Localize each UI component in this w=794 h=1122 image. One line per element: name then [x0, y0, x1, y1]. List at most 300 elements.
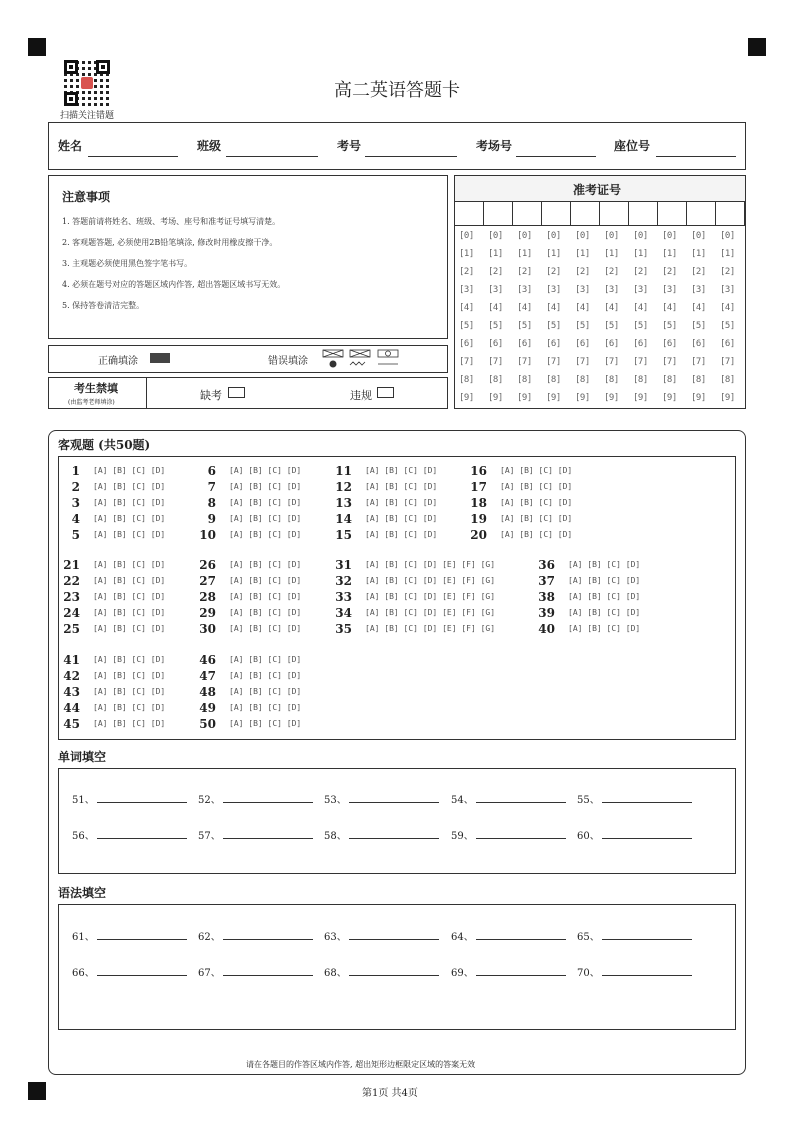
name-field[interactable]	[88, 156, 178, 157]
fill-blank-item[interactable]	[72, 827, 187, 842]
answer-options[interactable]: [A] [B] [C] [D]	[229, 703, 302, 712]
answer-options[interactable]: [A] [B] [C] [D]	[93, 671, 166, 680]
admission-digit-bubble[interactable]: [4]	[604, 303, 619, 313]
question-number: 8	[207, 496, 216, 510]
fill-blank-number: 63、	[324, 932, 347, 943]
answer-options[interactable]: [A] [B] [C] [D]	[568, 592, 641, 601]
fill-blank-item[interactable]	[324, 928, 439, 943]
fill-blank-item[interactable]	[577, 928, 692, 943]
answer-options[interactable]: [A] [B] [C] [D]	[93, 592, 166, 601]
admission-digit-bubble[interactable]: [3]	[720, 285, 735, 295]
answer-options[interactable]: [A] [B] [C] [D]	[229, 514, 302, 523]
question-number: 3	[71, 496, 80, 510]
fill-blank-number: 55、	[577, 795, 600, 806]
admission-title: 准考证号	[573, 183, 622, 197]
fill-blank-item[interactable]	[198, 964, 313, 979]
answer-options[interactable]: [A] [B] [C] [D]	[365, 482, 438, 491]
admission-input-cell[interactable]	[687, 202, 716, 226]
page-title: 高二英语答题卡	[334, 80, 460, 101]
question-number: 10	[199, 528, 216, 542]
wrong-fill-samples-icon	[322, 348, 402, 370]
admission-digit-bubble[interactable]: [3]	[546, 285, 561, 295]
question-number: 23	[63, 590, 80, 604]
notice-item-4: 4. 必须在题号对应的答题区域内作答, 超出答题区域书写无效。	[62, 280, 286, 289]
fill-blank-line[interactable]	[223, 793, 313, 803]
fill-blank-number: 67、	[198, 968, 221, 979]
answer-options[interactable]: [A] [B] [C] [D]	[229, 498, 302, 507]
name-label: 姓名	[58, 139, 83, 153]
fill-blank-line[interactable]	[602, 966, 692, 976]
fill-blank-item[interactable]	[198, 928, 313, 943]
answer-options[interactable]: [A] [B] [C] [D]	[93, 576, 166, 585]
question-number: 1	[71, 464, 80, 478]
corner-marker-top-left	[28, 38, 46, 56]
answer-options[interactable]: [A] [B] [C] [D]	[568, 576, 641, 585]
admission-digit-bubble[interactable]: [0]	[517, 231, 532, 241]
admission-digit-bubble[interactable]: [6]	[662, 339, 677, 349]
answer-options[interactable]: [A] [B] [C] [D]	[229, 576, 302, 585]
answer-options[interactable]: [A] [B] [C] [D]	[229, 671, 302, 680]
answer-options[interactable]: [A] [B] [C] [D]	[365, 530, 438, 539]
class-field[interactable]	[226, 156, 318, 157]
answer-options[interactable]: [A] [B] [C] [D] [E] [F] [G]	[365, 592, 496, 601]
notice-item-3: 3. 主观题必须使用黑色签字笔书写。	[62, 259, 193, 268]
answer-options[interactable]: [A] [B] [C] [D]	[93, 514, 166, 523]
admission-digit-bubble[interactable]: [4]	[662, 303, 677, 313]
admission-digit-bubble[interactable]: [5]	[691, 321, 706, 331]
admission-digit-bubble[interactable]: [1]	[546, 249, 561, 259]
absent-label: 缺考	[200, 389, 222, 402]
answer-options[interactable]: [A] [B] [C] [D]	[229, 687, 302, 696]
fill-blank-line[interactable]	[476, 829, 566, 839]
admission-digit-bubble[interactable]: [9]	[691, 393, 706, 403]
answer-options[interactable]: [A] [B] [C] [D]	[229, 655, 302, 664]
fill-blank-number: 58、	[324, 831, 347, 842]
admission-digit-bubble[interactable]: [8]	[720, 375, 735, 385]
admission-digit-bubble[interactable]: [8]	[459, 375, 474, 385]
admission-digit-bubble[interactable]: [2]	[488, 267, 503, 277]
correct-fill-label: 正确填涂	[98, 356, 138, 367]
question-number: 2	[71, 480, 80, 494]
answer-options[interactable]: [A] [B] [C] [D]	[93, 608, 166, 617]
admission-digit-bubble[interactable]: [7]	[691, 357, 706, 367]
fill-blank-number: 60、	[577, 831, 600, 842]
question-number: 14	[335, 512, 352, 526]
answer-options[interactable]: [A] [B] [C] [D]	[500, 482, 573, 491]
admission-digit-bubble[interactable]: [1]	[662, 249, 677, 259]
question-number: 22	[63, 574, 80, 588]
admission-digit-bubble[interactable]: [6]	[546, 339, 561, 349]
fill-blank-line[interactable]	[349, 966, 439, 976]
admission-digit-bubble[interactable]: [6]	[604, 339, 619, 349]
admission-digit-bubble[interactable]: [5]	[604, 321, 619, 331]
admission-input-cell[interactable]	[513, 202, 542, 226]
admission-input-cell[interactable]	[600, 202, 629, 226]
fill-blank-number: 57、	[198, 831, 221, 842]
admission-digit-bubble[interactable]: [3]	[488, 285, 503, 295]
fill-blank-item[interactable]	[72, 791, 187, 806]
question-number: 42	[63, 669, 80, 683]
admission-digit-bubble[interactable]: [3]	[633, 285, 648, 295]
fill-blank-item[interactable]	[198, 827, 313, 842]
answer-options[interactable]: [A] [B] [C] [D]	[568, 560, 641, 569]
question-number: 15	[335, 528, 352, 542]
fill-blank-line[interactable]	[97, 966, 187, 976]
question-number: 30	[199, 622, 216, 636]
admission-digit-bubble[interactable]: [8]	[517, 375, 532, 385]
fill-blank-line[interactable]	[602, 930, 692, 940]
question-number: 26	[199, 558, 216, 572]
admission-digit-bubble[interactable]: [0]	[575, 231, 590, 241]
admission-digit-bubble[interactable]: [8]	[604, 375, 619, 385]
admission-digit-bubble[interactable]: [5]	[633, 321, 648, 331]
question-number: 34	[335, 606, 352, 620]
admission-digit-bubble[interactable]: [1]	[459, 249, 474, 259]
violation-label: 违规	[350, 389, 372, 402]
fill-blank-line[interactable]	[476, 793, 566, 803]
admission-digit-bubble[interactable]: [9]	[633, 393, 648, 403]
fill-blank-item[interactable]	[324, 827, 439, 842]
admission-digit-bubble[interactable]: [4]	[691, 303, 706, 313]
admission-digit-bubble[interactable]: [3]	[691, 285, 706, 295]
question-number: 6	[207, 464, 216, 478]
admission-digit-bubble[interactable]: [0]	[691, 231, 706, 241]
seat-no-label: 座位号	[614, 139, 651, 153]
question-number: 28	[199, 590, 216, 604]
admission-digit-bubble[interactable]: [7]	[546, 357, 561, 367]
fill-blank-line[interactable]	[97, 829, 187, 839]
admission-digit-bubble[interactable]: [6]	[575, 339, 590, 349]
grammar-fill-title: 语法填空	[58, 886, 107, 900]
seat-no-field[interactable]	[656, 156, 736, 157]
answer-options[interactable]: [A] [B] [C] [D]	[229, 482, 302, 491]
fill-blank-item[interactable]	[451, 791, 566, 806]
admission-digit-bubble[interactable]: [3]	[575, 285, 590, 295]
corner-marker-top-right	[748, 38, 766, 56]
answer-options[interactable]: [A] [B] [C] [D]	[365, 514, 438, 523]
question-number: 39	[538, 606, 555, 620]
fill-blank-item[interactable]	[451, 827, 566, 842]
admission-digit-bubble[interactable]: [2]	[459, 267, 474, 277]
qr-code-icon	[64, 60, 110, 106]
question-number: 16	[470, 464, 487, 478]
admission-digit-bubble[interactable]: [7]	[488, 357, 503, 367]
admission-input-cell[interactable]	[629, 202, 658, 226]
admission-digit-bubble[interactable]: [4]	[459, 303, 474, 313]
fill-blank-line[interactable]	[349, 829, 439, 839]
fill-blank-number: 62、	[198, 932, 221, 943]
admission-digit-bubble[interactable]: [8]	[691, 375, 706, 385]
admission-digit-bubble[interactable]: [8]	[633, 375, 648, 385]
question-number: 19	[470, 512, 487, 526]
fill-blank-number: 54、	[451, 795, 474, 806]
question-number: 24	[63, 606, 80, 620]
fill-blank-item[interactable]	[72, 964, 187, 979]
admission-digit-bubble[interactable]: [2]	[575, 267, 590, 277]
admission-digit-bubble[interactable]: [7]	[720, 357, 735, 367]
admission-digit-bubble[interactable]: [7]	[604, 357, 619, 367]
question-number: 18	[470, 496, 487, 510]
answer-options[interactable]: [A] [B] [C] [D]	[365, 498, 438, 507]
admission-digit-bubble[interactable]: [8]	[662, 375, 677, 385]
question-number: 12	[335, 480, 352, 494]
fill-blank-line[interactable]	[602, 829, 692, 839]
answer-options[interactable]: [A] [B] [C] [D] [E] [F] [G]	[365, 560, 496, 569]
question-number: 49	[199, 701, 216, 715]
absent-checkbox[interactable]	[228, 387, 245, 398]
answer-options[interactable]: [A] [B] [C] [D]	[229, 719, 302, 728]
admission-input-cell[interactable]	[658, 202, 687, 226]
admission-digit-bubble[interactable]: [7]	[459, 357, 474, 367]
fill-blank-number: 52、	[198, 795, 221, 806]
answer-options[interactable]: [A] [B] [C] [D]	[568, 624, 641, 633]
fill-blank-number: 59、	[451, 831, 474, 842]
fill-blank-item[interactable]	[577, 827, 692, 842]
admission-input-cell[interactable]	[716, 202, 745, 226]
answer-options[interactable]: [A] [B] [C] [D]	[93, 687, 166, 696]
answer-options[interactable]: [A] [B] [C] [D]	[229, 608, 302, 617]
admission-digit-bubble[interactable]: [4]	[488, 303, 503, 313]
page-number: 第1页 共4页	[362, 1088, 418, 1099]
admission-digit-bubble[interactable]: [2]	[604, 267, 619, 277]
violation-checkbox[interactable]	[377, 387, 394, 398]
notice-item-1: 1. 答题前请将姓名、班级、考场、座号和准考证号填写清楚。	[62, 217, 281, 226]
admission-digit-bubble[interactable]: [4]	[575, 303, 590, 313]
answer-options[interactable]: [A] [B] [C] [D]	[93, 624, 166, 633]
admission-digit-bubble[interactable]: [5]	[459, 321, 474, 331]
admission-digit-bubble[interactable]: [1]	[517, 249, 532, 259]
admission-digit-bubble[interactable]: [8]	[546, 375, 561, 385]
answer-options[interactable]: [A] [B] [C] [D]	[93, 498, 166, 507]
admission-digit-bubble[interactable]: [2]	[517, 267, 532, 277]
answer-options[interactable]: [A] [B] [C] [D]	[93, 466, 166, 475]
admission-input-cell[interactable]	[542, 202, 571, 226]
question-number: 21	[63, 558, 80, 572]
admission-digit-bubble[interactable]: [0]	[488, 231, 503, 241]
fill-blank-number: 70、	[577, 968, 600, 979]
admission-digit-bubble[interactable]: [4]	[720, 303, 735, 313]
answer-options[interactable]: [A] [B] [C] [D]	[93, 530, 166, 539]
admission-digit-bubble[interactable]: [3]	[517, 285, 532, 295]
fill-blank-item[interactable]	[451, 928, 566, 943]
objective-title: 客观题 (共50题)	[58, 438, 151, 452]
question-number: 31	[335, 558, 352, 572]
admission-digit-bubble[interactable]: [6]	[720, 339, 735, 349]
admission-digit-bubble[interactable]: [9]	[720, 393, 735, 403]
correct-fill-sample	[150, 353, 170, 363]
admission-input-cell[interactable]	[571, 202, 600, 226]
admission-digit-bubble[interactable]: [9]	[575, 393, 590, 403]
fill-blank-number: 69、	[451, 968, 474, 979]
admission-digit-bubble[interactable]: [0]	[633, 231, 648, 241]
forbidden-divider	[146, 377, 147, 409]
answer-options[interactable]: [A] [B] [C] [D] [E] [F] [G]	[365, 624, 496, 633]
fill-blank-item[interactable]	[451, 964, 566, 979]
admission-input-cell[interactable]	[455, 202, 484, 226]
admission-digit-bubble[interactable]: [6]	[517, 339, 532, 349]
fill-blank-line[interactable]	[476, 966, 566, 976]
admission-digit-bubble[interactable]: [5]	[720, 321, 735, 331]
fill-blank-item[interactable]	[324, 791, 439, 806]
admission-digit-bubble[interactable]: [9]	[459, 393, 474, 403]
answer-options[interactable]: [A] [B] [C] [D]	[93, 719, 166, 728]
question-number: 20	[470, 528, 487, 542]
notice-item-2: 2. 客观题答题, 必须使用2B铅笔填涂, 修改时用橡皮擦干净。	[62, 238, 278, 247]
admission-digit-bubble[interactable]: [9]	[488, 393, 503, 403]
answer-options[interactable]: [A] [B] [C] [D]	[365, 466, 438, 475]
answer-options[interactable]: [A] [B] [C] [D]	[229, 560, 302, 569]
admission-digit-bubble[interactable]: [4]	[633, 303, 648, 313]
fill-blank-line[interactable]	[349, 930, 439, 940]
admission-digit-bubble[interactable]: [6]	[633, 339, 648, 349]
corner-marker-bottom-left	[28, 1082, 46, 1100]
admission-digit-bubble[interactable]: [2]	[720, 267, 735, 277]
admission-digit-bubble[interactable]: [0]	[459, 231, 474, 241]
admission-digits-frame	[455, 226, 456, 408]
fill-blank-item[interactable]	[198, 791, 313, 806]
admission-digit-bubble[interactable]: [1]	[720, 249, 735, 259]
admission-digit-bubble[interactable]: [4]	[546, 303, 561, 313]
forbidden-subtitle: (由监考老师填涂)	[68, 399, 115, 406]
question-number: 4	[71, 512, 80, 526]
admission-digit-bubble[interactable]: [3]	[604, 285, 619, 295]
admission-digit-bubble[interactable]: [1]	[604, 249, 619, 259]
question-number: 32	[335, 574, 352, 588]
fill-blank-number: 66、	[72, 968, 95, 979]
admission-digit-bubble[interactable]: [1]	[575, 249, 590, 259]
admission-digit-bubble[interactable]: [9]	[546, 393, 561, 403]
admission-digit-bubble[interactable]: [9]	[604, 393, 619, 403]
admission-digit-bubble[interactable]: [7]	[575, 357, 590, 367]
admission-digit-bubble[interactable]: [3]	[662, 285, 677, 295]
fill-blank-item[interactable]	[324, 964, 439, 979]
admission-digit-bubble[interactable]: [6]	[691, 339, 706, 349]
exam-no-field[interactable]	[365, 156, 457, 157]
admission-digit-bubble[interactable]: [1]	[488, 249, 503, 259]
fill-blank-number: 51、	[72, 795, 95, 806]
fill-blank-number: 61、	[72, 932, 95, 943]
fill-blank-number: 53、	[324, 795, 347, 806]
fill-blank-line[interactable]	[349, 793, 439, 803]
admission-digit-bubble[interactable]: [0]	[662, 231, 677, 241]
question-number: 13	[335, 496, 352, 510]
question-number: 45	[63, 717, 80, 731]
answer-options[interactable]: [A] [B] [C] [D]	[93, 703, 166, 712]
question-number: 29	[199, 606, 216, 620]
admission-digit-bubble[interactable]: [7]	[633, 357, 648, 367]
question-number: 44	[63, 701, 80, 715]
room-no-field[interactable]	[516, 156, 596, 157]
notice-item-5: 5. 保持答卷清洁完整。	[62, 301, 145, 310]
admission-digit-bubble[interactable]: [2]	[546, 267, 561, 277]
admission-digit-bubble[interactable]: [7]	[517, 357, 532, 367]
question-number: 7	[207, 480, 216, 494]
answer-options[interactable]: [A] [B] [C] [D]	[229, 530, 302, 539]
fill-blank-item[interactable]	[72, 928, 187, 943]
room-no-label: 考场号	[476, 139, 513, 153]
qr-caption: 扫描关注错题	[60, 111, 115, 121]
answer-options[interactable]: [A] [B] [C] [D] [E] [F] [G]	[365, 576, 496, 585]
answer-options[interactable]: [A] [B] [C] [D]	[500, 498, 573, 507]
admission-digit-bubble[interactable]: [4]	[517, 303, 532, 313]
fill-blank-line[interactable]	[97, 930, 187, 940]
question-number: 33	[335, 590, 352, 604]
admission-digit-bubble[interactable]: [2]	[633, 267, 648, 277]
admission-digit-bubble[interactable]: [3]	[459, 285, 474, 295]
answer-options[interactable]: [A] [B] [C] [D]	[229, 592, 302, 601]
question-number: 47	[199, 669, 216, 683]
admission-digit-bubble[interactable]: [9]	[662, 393, 677, 403]
admission-digit-bubble[interactable]: [6]	[488, 339, 503, 349]
answer-options[interactable]: [A] [B] [C] [D]	[500, 514, 573, 523]
fill-blank-line[interactable]	[602, 793, 692, 803]
fill-blank-line[interactable]	[223, 930, 313, 940]
admission-digit-bubble[interactable]: [7]	[662, 357, 677, 367]
admission-digit-bubble[interactable]: [1]	[691, 249, 706, 259]
fill-blank-line[interactable]	[97, 793, 187, 803]
admission-digit-bubble[interactable]: [8]	[488, 375, 503, 385]
answer-options[interactable]: [A] [B] [C] [D]	[93, 655, 166, 664]
question-number: 50	[199, 717, 216, 731]
answer-options[interactable]: [A] [B] [C] [D]	[229, 466, 302, 475]
class-label: 班级	[197, 139, 222, 153]
admission-digit-bubble[interactable]: [2]	[691, 267, 706, 277]
fill-blank-item[interactable]	[577, 964, 692, 979]
answer-options[interactable]: [A] [B] [C] [D]	[229, 624, 302, 633]
question-number: 25	[63, 622, 80, 636]
fill-blank-number: 65、	[577, 932, 600, 943]
answer-options[interactable]: [A] [B] [C] [D]	[93, 482, 166, 491]
admission-digit-bubble[interactable]: [6]	[459, 339, 474, 349]
admission-digit-bubble[interactable]: [5]	[517, 321, 532, 331]
fill-blank-number: 68、	[324, 968, 347, 979]
fill-blank-line[interactable]	[223, 966, 313, 976]
word-fill-box	[58, 768, 736, 874]
question-number: 48	[199, 685, 216, 699]
answer-options[interactable]: [A] [B] [C] [D]	[500, 530, 573, 539]
fill-blank-item[interactable]	[577, 791, 692, 806]
fill-blank-number: 64、	[451, 932, 474, 943]
admission-digit-bubble[interactable]: [5]	[662, 321, 677, 331]
fill-blank-line[interactable]	[223, 829, 313, 839]
admission-digit-bubble[interactable]: [0]	[546, 231, 561, 241]
admission-digit-bubble[interactable]: [0]	[604, 231, 619, 241]
question-number: 17	[470, 480, 487, 494]
admission-digit-bubble[interactable]: [5]	[488, 321, 503, 331]
admission-digit-bubble[interactable]: [0]	[720, 231, 735, 241]
wrong-fill-label: 错误填涂	[268, 356, 308, 367]
admission-digit-bubble[interactable]: [5]	[575, 321, 590, 331]
question-number: 35	[335, 622, 352, 636]
question-number: 5	[71, 528, 80, 542]
admission-digit-bubble[interactable]: [8]	[575, 375, 590, 385]
forbidden-title: 考生禁填	[74, 382, 118, 395]
answer-options[interactable]: [A] [B] [C] [D]	[93, 560, 166, 569]
answer-options[interactable]: [A] [B] [C] [D]	[568, 608, 641, 617]
question-number: 41	[63, 653, 80, 667]
answer-options[interactable]: [A] [B] [C] [D] [E] [F] [G]	[365, 608, 496, 617]
question-number: 38	[538, 590, 555, 604]
word-fill-title: 单词填空	[58, 750, 107, 764]
admission-digit-bubble[interactable]: [5]	[546, 321, 561, 331]
admission-digit-bubble[interactable]: [1]	[633, 249, 648, 259]
question-number: 9	[207, 512, 216, 526]
admission-digit-bubble[interactable]: [9]	[517, 393, 532, 403]
fill-blank-line[interactable]	[476, 930, 566, 940]
admission-digit-bubble[interactable]: [2]	[662, 267, 677, 277]
answer-options[interactable]: [A] [B] [C] [D]	[500, 466, 573, 475]
admission-input-cell[interactable]	[484, 202, 513, 226]
